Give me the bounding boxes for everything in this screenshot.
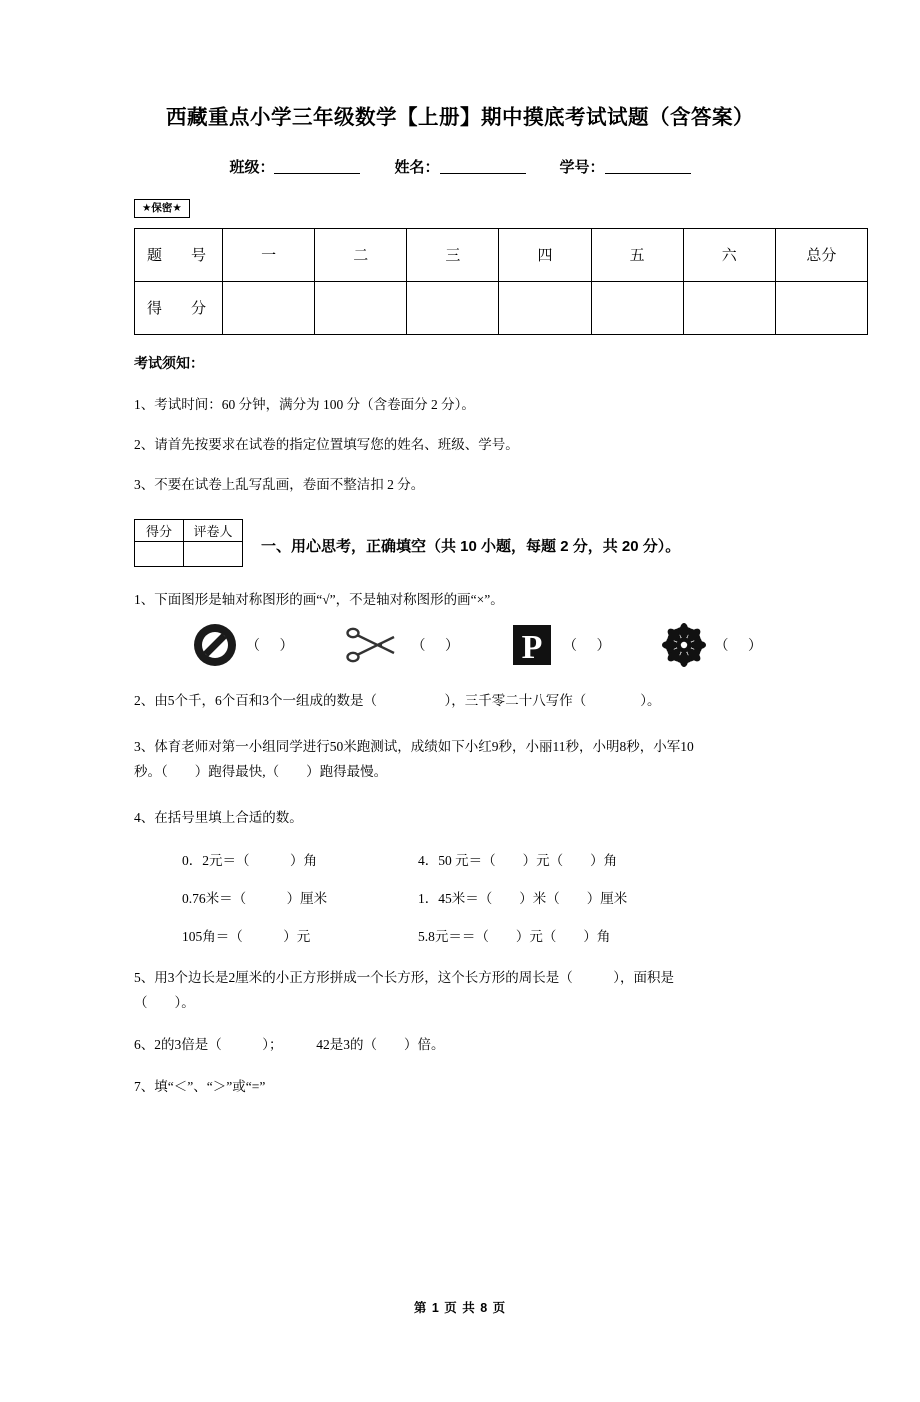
q4-cell-left[interactable]: 105角＝（ ）元 (182, 928, 311, 944)
no-entry-icon (192, 622, 238, 668)
score-table (134, 228, 868, 335)
question-2: 2、由5个千，6个百和3个一组成的数是（ ），三千零二十八写作（ ）。 (134, 693, 661, 709)
page-footer: 第 1 页 共 8 页 (413, 1301, 507, 1315)
question-5 (134, 965, 848, 1016)
score-cell-3[interactable] (407, 281, 499, 334)
class-label: 班级： (229, 159, 275, 176)
q4-cell-right[interactable]: 4．50 元＝（ ）元（ ）角 (418, 852, 618, 868)
class-blank[interactable] (274, 173, 360, 174)
notice-item: 2、请首先按要求在试卷的指定位置填写您的姓名、班级、学号。 (134, 436, 519, 452)
question-4-row (182, 849, 848, 869)
q4-cell-right[interactable]: 5.8元＝＝（ ）元（ ）角 (418, 928, 611, 944)
notice-item: 3、不要在试卷上乱写乱画，卷面不整洁扣 2 分。 (134, 476, 425, 492)
question-1-figures (192, 622, 848, 668)
figure-answer-4[interactable]: （ ） (714, 639, 770, 655)
question-4-row (182, 925, 848, 945)
exam-page (0, 100, 920, 1402)
question-7: 7、填“＜”、“＞”或“=” (134, 1078, 266, 1094)
score-table-row-head: 题 号 (135, 228, 223, 281)
snowflake-icon (661, 622, 707, 668)
score-table-col-3: 三 (407, 228, 499, 281)
figure-cell-1 (192, 622, 302, 668)
table-row (135, 228, 868, 281)
page-title: 西藏重点小学三年级数学【上册】期中摸底考试试题（含答案） (166, 106, 754, 129)
name-label: 姓名： (394, 159, 440, 176)
grade-box (134, 519, 243, 567)
score-cell-5[interactable] (591, 281, 683, 334)
notice-title: 考试须知： (134, 354, 204, 371)
score-table-col-2: 二 (315, 228, 407, 281)
score-table-col-total: 总分 (775, 228, 867, 281)
name-blank[interactable] (440, 173, 526, 174)
parking-sign-icon (509, 622, 555, 668)
table-row (135, 541, 243, 566)
score-cell-1[interactable] (223, 281, 315, 334)
figure-answer-2[interactable]: （ ） (411, 639, 467, 655)
score-table-row-head-2: 得 分 (135, 281, 223, 334)
number-label: 学号： (559, 159, 605, 176)
notice-item: 1、考试时间：60 分钟，满分为 100 分（含卷面分 2 分）。 (134, 396, 475, 412)
question-4-row (182, 887, 848, 907)
q4-cell-right[interactable]: 1．45米＝（ ）米（ ）厘米 (418, 890, 628, 906)
table-row (135, 519, 243, 541)
grade-box-score-label: 得分 (135, 519, 184, 541)
q4-cell-left[interactable]: 0.76米＝（ ）厘米 (182, 890, 328, 906)
student-id-line (72, 156, 848, 177)
grade-box-marker-cell[interactable] (184, 541, 243, 566)
question-5-line-1: 5、用3个边长是2厘米的小正方形拼成一个长方形，这个长方形的周长是（ ），面积是 (134, 969, 674, 985)
section-one-title: 一、用心思考，正确填空（共 10 小题，每题 2 分，共 20 分）。 (261, 537, 681, 555)
figure-answer-1[interactable]: （ ） (246, 639, 302, 655)
question-4-grid (182, 849, 848, 945)
question-4: 4、在括号里填上合适的数。 (134, 810, 303, 826)
figure-cell-4 (661, 622, 771, 668)
section-header-row (134, 519, 848, 567)
number-blank[interactable] (605, 173, 691, 174)
scissors-icon (344, 622, 404, 668)
secret-badge: ★保密★ (134, 199, 190, 218)
score-table-col-5: 五 (591, 228, 683, 281)
grade-box-score-cell[interactable] (135, 541, 184, 566)
figure-answer-3[interactable]: （ ） (563, 639, 619, 655)
grade-box-marker-label: 评卷人 (184, 519, 243, 541)
table-row (135, 281, 868, 334)
question-3-line-1: 3、体育老师对第一小组同学进行50米跑测试，成绩如下小红9秒，小丽11秒，小明8秒，小军10 (134, 738, 694, 754)
figure-cell-3 (509, 622, 619, 668)
question-5-line-2: （ ）。 (134, 995, 195, 1011)
question-1: 1、下面图形是轴对称图形的画“√”，不是轴对称图形的画“×”。 (134, 591, 504, 607)
question-3 (134, 734, 848, 785)
score-cell-total[interactable] (775, 281, 867, 334)
score-table-col-4: 四 (499, 228, 591, 281)
score-cell-6[interactable] (683, 281, 775, 334)
question-3-line-2: 秒。（ ）跑得最快,（ ）跑得最慢。 (134, 764, 388, 780)
score-cell-2[interactable] (315, 281, 407, 334)
score-cell-4[interactable] (499, 281, 591, 334)
question-6: 6、2的3倍是（ ）； 42是3的（ ）倍。 (134, 1036, 445, 1052)
svg-text:P: P (521, 629, 543, 667)
q4-cell-left[interactable]: 0．2元＝（ ）角 (182, 852, 317, 868)
score-table-col-1: 一 (223, 228, 315, 281)
score-table-col-6: 六 (683, 228, 775, 281)
figure-cell-2 (344, 622, 468, 668)
